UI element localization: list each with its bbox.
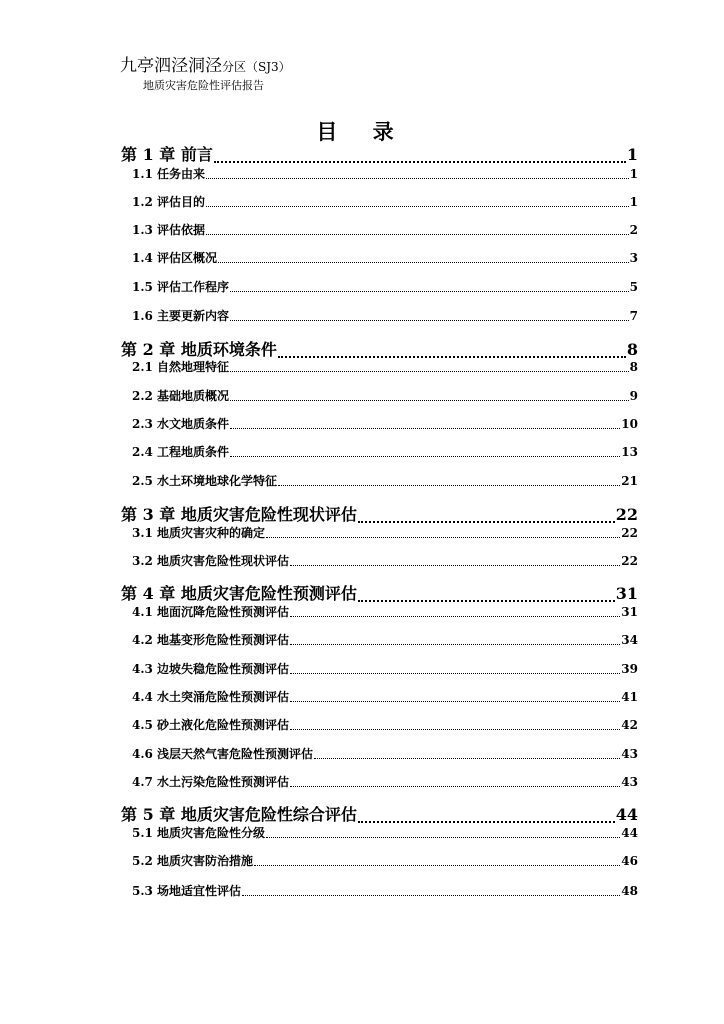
toc-entry-label: 第 2 章 地质环境条件 xyxy=(121,340,277,359)
toc-entry-label: 第 3 章 地质灾害危险性现状评估 xyxy=(121,505,357,524)
toc-section-row[interactable] xyxy=(132,662,638,676)
toc-section-row[interactable] xyxy=(132,884,638,898)
header-title-suffix: 分区（SJ3） xyxy=(222,60,291,74)
toc-chapter-row[interactable] xyxy=(121,585,638,603)
toc-page-number: 5 xyxy=(629,280,638,294)
toc-page-number: 10 xyxy=(621,417,638,431)
toc-dot-leader xyxy=(206,177,629,179)
toc-dot-leader xyxy=(290,728,620,730)
toc-dot-leader xyxy=(358,520,615,523)
toc-section-row[interactable] xyxy=(132,474,638,488)
toc-section-row[interactable] xyxy=(132,690,638,704)
toc-section-row[interactable] xyxy=(132,605,638,619)
toc-page-number: 34 xyxy=(621,633,638,647)
toc-section-row[interactable] xyxy=(132,747,638,761)
toc-chapter-row[interactable] xyxy=(121,806,638,824)
toc-page-number: 48 xyxy=(621,884,638,898)
toc-page-number: 22 xyxy=(621,526,638,540)
toc-section-row[interactable] xyxy=(132,854,638,868)
toc-section-row[interactable] xyxy=(132,309,638,323)
toc-section-row[interactable] xyxy=(132,775,638,789)
toc-section-row[interactable] xyxy=(132,718,638,732)
toc-dot-leader xyxy=(230,455,620,457)
toc-entry-label: 2.4 工程地质条件 xyxy=(132,445,230,459)
toc-entry-label: 4.3 边坡失稳危险性预测评估 xyxy=(132,662,290,676)
toc-dot-leader xyxy=(206,205,629,207)
toc-chapter-row[interactable] xyxy=(121,506,638,524)
toc-entry-label: 4.5 砂土液化危险性预测评估 xyxy=(132,718,290,732)
toc-page-number: 44 xyxy=(615,805,638,824)
toc-dot-leader xyxy=(230,290,629,292)
toc-entry-label: 第 5 章 地质灾害危险性综合评估 xyxy=(121,805,357,824)
toc-page-number: 1 xyxy=(626,145,638,164)
toc-entry-label: 1.1 任务由来 xyxy=(132,167,206,181)
toc-entry-label: 4.6 浅层天然气害危险性预测评估 xyxy=(132,747,314,761)
header-title-main: 九亭泗泾洞泾 xyxy=(120,56,222,76)
toc-dot-leader xyxy=(230,399,629,401)
toc-dot-leader xyxy=(206,233,629,235)
toc-entry-label: 3.1 地质灾害灾种的确定 xyxy=(132,526,266,540)
toc-dot-leader xyxy=(266,536,620,538)
toc-dot-leader xyxy=(290,672,620,674)
toc-entry-label: 3.2 地质灾害危险性现状评估 xyxy=(132,554,290,568)
toc-dot-leader xyxy=(230,370,629,372)
toc-entry-label: 2.2 基础地质概况 xyxy=(132,389,230,403)
toc-dot-leader xyxy=(230,427,620,429)
toc-page-number: 22 xyxy=(615,505,638,524)
toc-entry-label: 1.2 评估目的 xyxy=(132,195,206,209)
toc-section-row[interactable] xyxy=(132,223,638,237)
toc-section-row[interactable] xyxy=(132,251,638,265)
toc-entry-label: 1.4 评估区概况 xyxy=(132,251,218,265)
toc-page-number: 21 xyxy=(621,474,638,488)
toc-section-row[interactable] xyxy=(132,280,638,294)
toc-page-number: 39 xyxy=(621,662,638,676)
toc-dot-leader xyxy=(254,864,620,866)
toc-dot-leader xyxy=(290,700,620,702)
toc-entry-label: 4.7 水土污染危险性预测评估 xyxy=(132,775,290,789)
toc-page-number: 44 xyxy=(621,826,638,840)
toc-dot-leader xyxy=(230,319,629,321)
toc-entry-label: 1.6 主要更新内容 xyxy=(132,309,230,323)
toc-section-row[interactable] xyxy=(132,554,638,568)
toc-entry-label: 第 4 章 地质灾害危险性预测评估 xyxy=(121,584,357,603)
toc-page-number: 43 xyxy=(621,747,638,761)
toc-page-number: 43 xyxy=(621,775,638,789)
toc-entry-label: 4.2 地基变形危险性预测评估 xyxy=(132,633,290,647)
toc-dot-leader xyxy=(314,757,620,759)
toc-entry-label: 4.1 地面沉降危险性预测评估 xyxy=(132,605,290,619)
toc-page-number: 46 xyxy=(621,854,638,868)
toc-entry-label: 1.5 评估工作程序 xyxy=(132,280,230,294)
toc-entry-label: 5.2 地质灾害防治措施 xyxy=(132,854,254,868)
toc-chapter-row[interactable] xyxy=(121,341,638,359)
toc-dot-leader xyxy=(358,820,615,823)
toc-section-row[interactable] xyxy=(132,633,638,647)
toc-page-number: 1 xyxy=(629,167,638,181)
toc-chapter-row[interactable] xyxy=(121,146,638,164)
toc-dot-leader xyxy=(214,160,626,163)
toc-entry-label: 第 1 章 前言 xyxy=(121,145,213,164)
toc-page-number: 42 xyxy=(621,718,638,732)
toc-page-number: 13 xyxy=(621,445,638,459)
toc-page-number: 3 xyxy=(629,251,638,265)
toc-section-row[interactable] xyxy=(132,526,638,540)
toc-section-row[interactable] xyxy=(132,360,638,374)
document-header-subtitle: 地质灾害危险性评估报告 xyxy=(143,79,264,92)
toc-entry-label: 5.3 场地适宜性评估 xyxy=(132,884,242,898)
toc-dot-leader xyxy=(290,564,620,566)
toc-dot-leader xyxy=(218,261,629,263)
toc-heading: 目 录 xyxy=(316,119,408,144)
toc-section-row[interactable] xyxy=(132,445,638,459)
toc-entry-label: 5.1 地质灾害危险性分级 xyxy=(132,826,266,840)
toc-section-row[interactable] xyxy=(132,389,638,403)
toc-page-number: 9 xyxy=(629,389,638,403)
toc-entry-label: 2.1 自然地理特征 xyxy=(132,360,230,374)
toc-section-row[interactable] xyxy=(132,195,638,209)
toc-page-number: 2 xyxy=(629,223,638,237)
toc-section-row[interactable] xyxy=(132,417,638,431)
toc-dot-leader xyxy=(278,355,626,358)
toc-page-number: 8 xyxy=(629,360,638,374)
toc-dot-leader xyxy=(290,615,620,617)
toc-dot-leader xyxy=(266,836,620,838)
toc-page-number: 22 xyxy=(621,554,638,568)
toc-dot-leader xyxy=(242,894,620,896)
toc-page-number: 31 xyxy=(621,605,638,619)
toc-dot-leader xyxy=(290,785,620,787)
toc-entry-label: 2.3 水文地质条件 xyxy=(132,417,230,431)
toc-page-number: 31 xyxy=(615,584,638,603)
toc-page-number: 41 xyxy=(621,690,638,704)
toc-dot-leader xyxy=(278,484,620,486)
toc-entry-label: 4.4 水土突涌危险性预测评估 xyxy=(132,690,290,704)
toc-page-number: 8 xyxy=(626,340,638,359)
toc-page-number: 7 xyxy=(629,309,638,323)
toc-entry-label: 1.3 评估依据 xyxy=(132,223,206,237)
toc-section-row[interactable] xyxy=(132,167,638,181)
toc-dot-leader xyxy=(290,643,620,645)
toc-dot-leader xyxy=(358,599,615,602)
toc-section-row[interactable] xyxy=(132,826,638,840)
toc-entry-label: 2.5 水土环境地球化学特征 xyxy=(132,474,278,488)
toc-page-number: 1 xyxy=(629,195,638,209)
